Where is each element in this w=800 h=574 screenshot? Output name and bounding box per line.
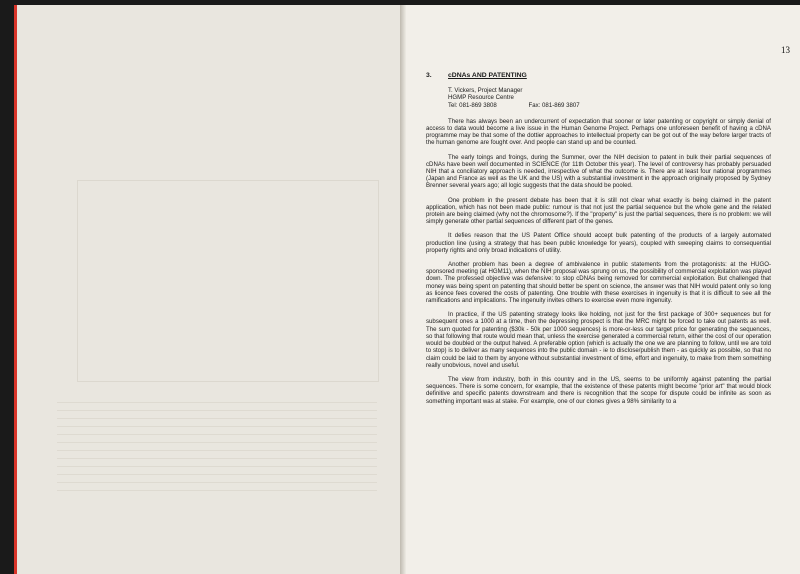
paragraph: It defies reason that the US Patent Office should accept bulk patenting of the products of a largely automated production line (using a strategy that has been public knowledge for years), coupled with sweeping claims to consequential property rights and only broad indications of utility. <box>426 232 771 254</box>
paragraph: Another problem has been a degree of ambivalence in public statements from the protagonists: at the HUGO-sponsored meeting (at HGM11), when the NIH proposal was sprung on us, the possibility of commercial exploitation was played down. The professed objective was defensive: to stop cDNAs being removed for commercial exploitation. But challenged that money was being spent on patenting that should better be spent on science, the answer was that NIH would patent only so long as licence fees covered the costs of patenting. One trouble with these exercises in ingenuity is that it is difficult to see all the ramifications and implications. The ingenuity invites others to exercise even more ingenuity. <box>426 261 771 305</box>
section-number: 3. <box>426 72 432 79</box>
section-title: cDNAs AND PATENTING <box>448 72 527 79</box>
author-organisation: HGMP Resource Centre <box>448 94 514 102</box>
author-telephone: Tel: 081-869 3808 <box>448 101 497 109</box>
show-through-box <box>77 180 379 382</box>
right-page <box>406 5 800 574</box>
paragraph: The early toings and froings, during the Summer, over the NIH decision to patent in bulk their partial sequences of cDNAs have been well documented in SCIENCE (for 11th October this year). The level of controversy has probably persuaded NIH that a conciliatory approach is needed, irrespective of what the outcome is. There are at least four national programmes (Japan and France as well as the UK and the US) with a substantial investment in the approach originally proposed by Sydney Brenner several years ago; all logic suggests that the data should be pooled. <box>426 153 771 190</box>
author-contact <box>448 87 771 109</box>
author-fax: Fax: 081-869 3807 <box>528 101 580 109</box>
paragraph: One problem in the present debate has been that it is still not clear what exactly is being claimed in the patent application, which has not been made public: rumour is that not just the partial sequence but the whole gene and the related protein are being claimed (why not the chromosome?). If the "property" is just the partial sequences, there is no problem: we will simply generate other partial sequences of different part of the genes. <box>426 196 771 226</box>
section-heading <box>426 72 771 79</box>
author-name: T. Vickers, Project Manager <box>448 87 523 95</box>
paragraph: In practice, if the US patenting strategy looks like holding, not just for the first package of 300+ sequences but for subsequent ones a 1000 at a time, then the depressing prospect is that the MRC might be forced to take out patents as well. The sum quoted for patenting ($30k - 50k per 1000 sequences) is more-or-less our target price for generating the sequences, so that following that route would mean that, unless the exercise generated a commercial return, either the cost of our operation would be doubled or the output halved. A preferable option (which is actually the one we are planning to follow, until we are told to stop) is to deliver as many sequences into the public domain - ie to disclose/publish them - as quickly as possible, so that no claim could be laid to them by anyone without substantial investment of time, effort and ingenuity, to make from them something really unobvious, novel and useful. <box>426 311 771 369</box>
paragraph: There has always been an undercurrent of expectation that sooner or later patenting or copyright or simply denial of access to data would become a live issue in the Human Genome Project. Perhaps one unforeseen benefit of having a cDNA programme may be that some of the dottier approaches to intellectual property can be got out of the way before larger tracts of the human genome are fought over. And people can stand up and be counted. <box>426 117 771 147</box>
page-number: 13 <box>781 45 790 55</box>
article-body <box>426 72 771 412</box>
left-page <box>14 5 405 574</box>
show-through-lines <box>57 395 377 498</box>
paragraph: The view from industry, both in this country and in the US, seems to be uniformly against patenting the partial sequences. There is some concern, for example, that the existence of these patents might become "prior art" that would block definitive and specific patents downstream and there is recognition that the scope for dispute could be infinite as soon as something important was at stake. For example, one of our clones gives a 98% similarity to a <box>426 375 771 405</box>
